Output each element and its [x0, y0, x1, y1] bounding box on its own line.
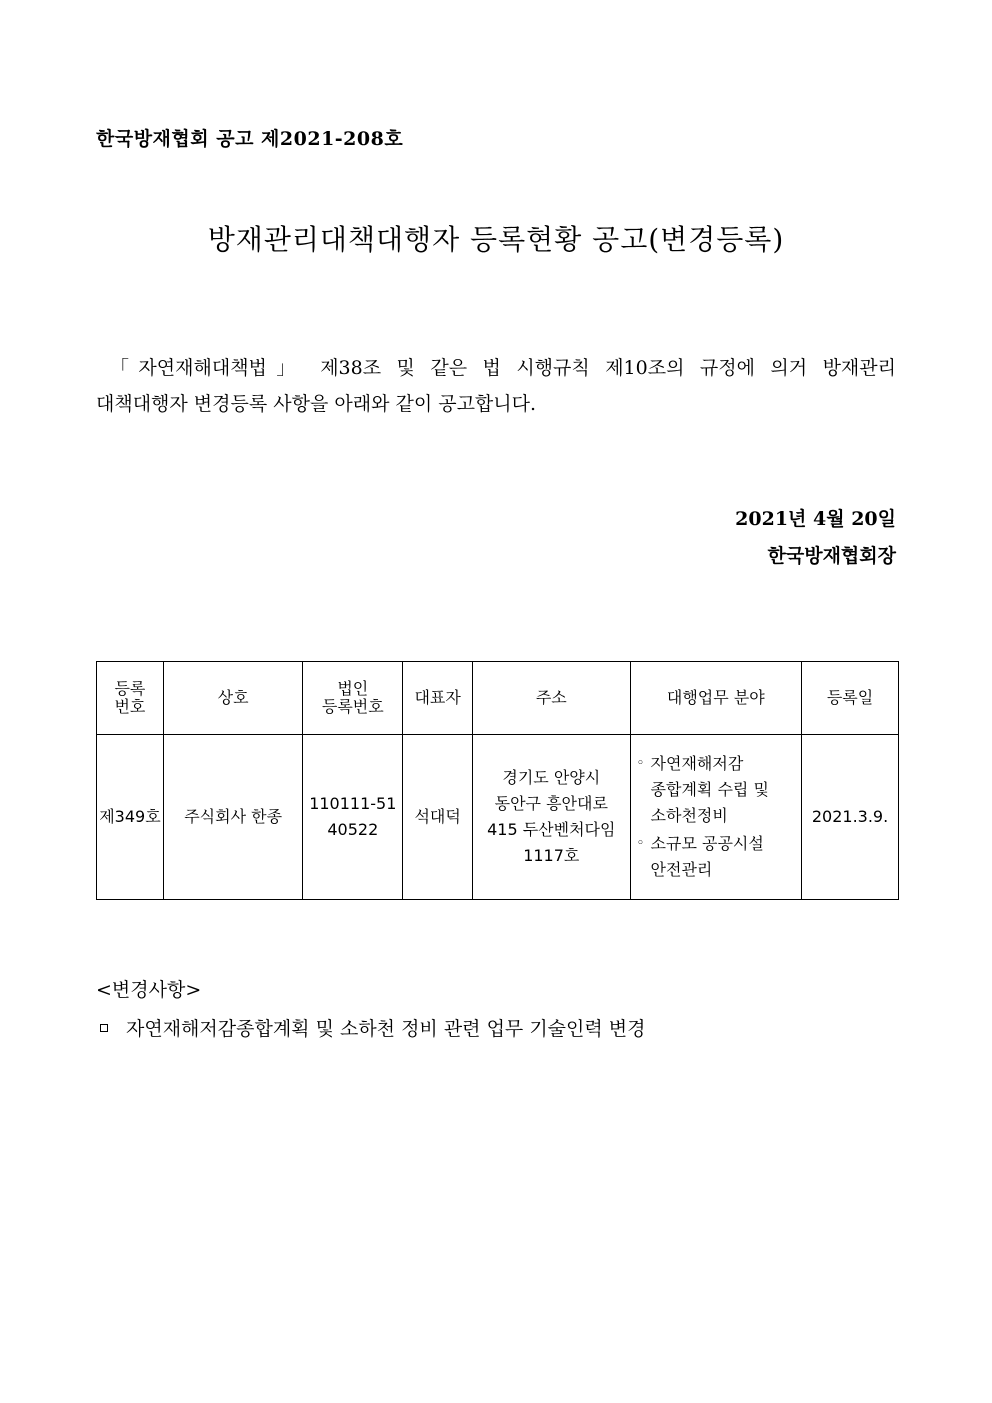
signer: 한국방재협회장 — [767, 545, 896, 567]
header-company: 상호 — [163, 662, 303, 735]
table-header-row — [97, 662, 899, 735]
cell-address-line4: 1117호 — [523, 846, 580, 865]
field-bullet: ◦ — [636, 756, 645, 771]
cell-address — [473, 735, 631, 900]
field-item2-line2: 안전관리 — [650, 860, 713, 879]
changes-item-text: 자연재해저감종합계획 및 소하천 정비 관련 업무 기술인력 변경 — [126, 1018, 646, 1040]
notice-number: 한국방재협회 공고 제2021-208호 — [96, 128, 404, 150]
document-title: 방재관리대책대행자 등록현황 공고(변경등록) — [207, 223, 785, 256]
field-item1-line2: 종합계획 수립 및 — [650, 780, 769, 799]
field-item — [637, 751, 797, 829]
changes-heading: <변경사항> — [96, 979, 202, 1001]
cell-representative: 석대덕 — [403, 735, 473, 900]
cell-corp-no — [303, 735, 403, 900]
cell-corp-no-line1: 110111-51 — [309, 794, 397, 813]
header-reg-no — [97, 662, 164, 735]
header-corp-no-line2: 등록번호 — [321, 697, 384, 716]
body-paragraph — [96, 350, 896, 422]
header-corp-no-line1: 법인 — [337, 679, 369, 698]
header-address: 주소 — [473, 662, 631, 735]
header-reg-date: 등록일 — [802, 662, 899, 735]
notice-date: 2021년 4월 20일 — [735, 508, 896, 530]
cell-business-field — [630, 735, 801, 900]
cell-company: 주식회사 한종 — [163, 735, 303, 900]
header-corp-no — [303, 662, 403, 735]
table-row — [97, 735, 899, 900]
body-line-1: 「자연재해대책법」 제38조 및 같은 법 시행규칙 제10조의 규정에 의거 방재관리 — [110, 357, 896, 379]
square-bullet-icon — [100, 1024, 108, 1032]
cell-address-line2: 동안구 흥안대로 — [494, 794, 608, 813]
field-item — [637, 831, 797, 883]
cell-reg-no: 제349호 — [97, 735, 164, 900]
cell-reg-date: 2021.3.9. — [802, 735, 899, 900]
field-item1-line1: 자연재해저감 — [650, 754, 744, 773]
header-reg-no-line2: 번호 — [114, 697, 146, 716]
cell-address-line3: 415 두산벤처다임 — [487, 820, 616, 839]
header-reg-no-line1: 등록 — [114, 679, 146, 698]
header-business-field: 대행업무 분야 — [630, 662, 801, 735]
body-line-2: 대책대행자 변경등록 사항을 아래와 같이 공고합니다. — [96, 393, 537, 415]
field-item1-line3: 소하천정비 — [650, 806, 728, 825]
field-bullet: ◦ — [636, 836, 645, 851]
field-item-text — [651, 831, 797, 883]
registration-table — [96, 661, 899, 900]
field-item-text — [651, 751, 797, 829]
cell-corp-no-line2: 40522 — [327, 820, 379, 839]
field-item2-line1: 소규모 공공시설 — [650, 834, 764, 853]
changes-list-item — [100, 1014, 645, 1041]
header-representative: 대표자 — [403, 662, 473, 735]
cell-address-line1: 경기도 안양시 — [502, 768, 601, 787]
